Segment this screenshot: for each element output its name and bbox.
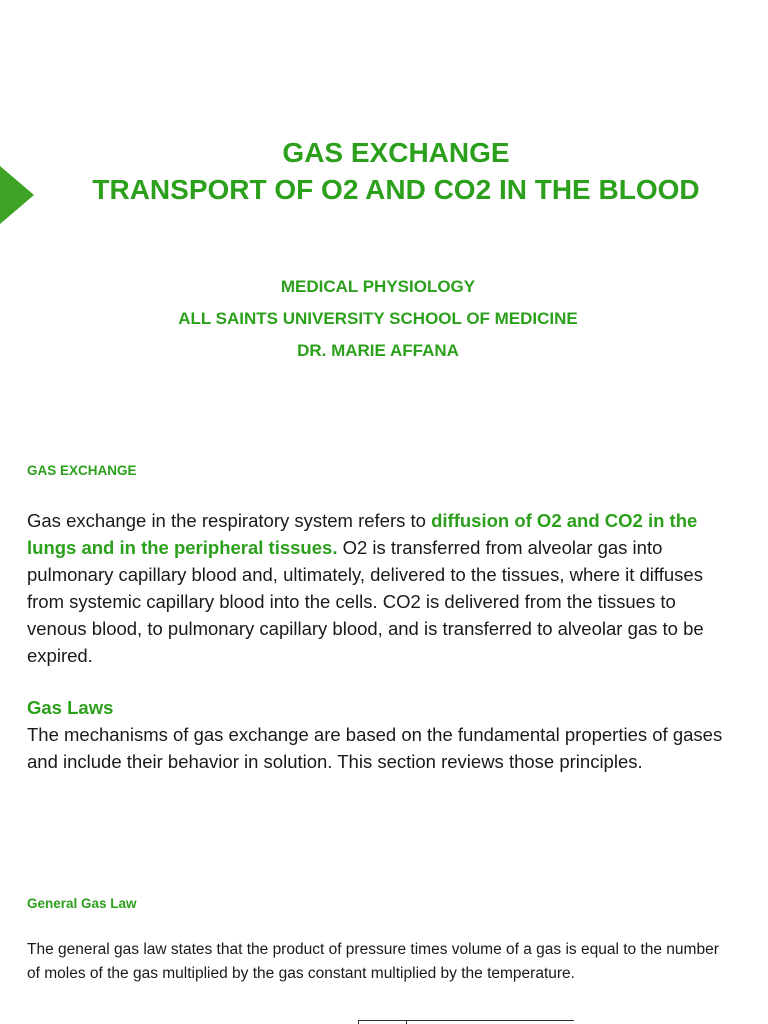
gas-laws-heading: Gas Laws [27,697,114,718]
paragraph-highlight: diffusion of O2 and CO2 in the lungs and in the peripheral tissues. [27,510,698,558]
gas-laws-paragraph: The mechanisms of gas exchange are based on the fundamental properties of gases and include their behavior in solution. This section reviews those principles. [27,724,723,772]
paragraph-intro: Gas exchange in the respiratory system refers to [27,510,432,531]
section-heading-gas-exchange: GAS EXCHANGE [27,463,137,478]
equation-table-edge [358,1020,574,1024]
title-line-1: GAS EXCHANGE [282,137,510,168]
course-name: MEDICAL PHYSIOLOGY [280,277,476,296]
author-name: DR. MARIE AFFANA [297,341,459,360]
paragraph-rest: O2 is transferred from alveolar gas into pulmonary capillary blood and, ultimately, delivered to the tissues, where it diffuses from systemic capillary blood into the cells. CO2 is delivered from the tissues to venous blood, to pulmonary capillary blood, and is transferred to alveolar gas to be expired. [27,537,704,666]
institution-name: ALL SAINTS UNIVERSITY SCHOOL OF MEDICINE [178,309,578,328]
document-subtitle [0,271,756,367]
gas-exchange-paragraph [27,507,727,669]
title-line-2: TRANSPORT OF O2 AND CO2 IN THE BLOOD [92,174,700,205]
general-gas-law-paragraph: The general gas law states that the product of pressure times volume of a gas is equal to the number of moles of the gas multiplied by the gas constant multiplied by the temperature. [27,941,719,982]
document-title [0,134,768,208]
general-gas-law-heading: General Gas Law [27,896,137,911]
